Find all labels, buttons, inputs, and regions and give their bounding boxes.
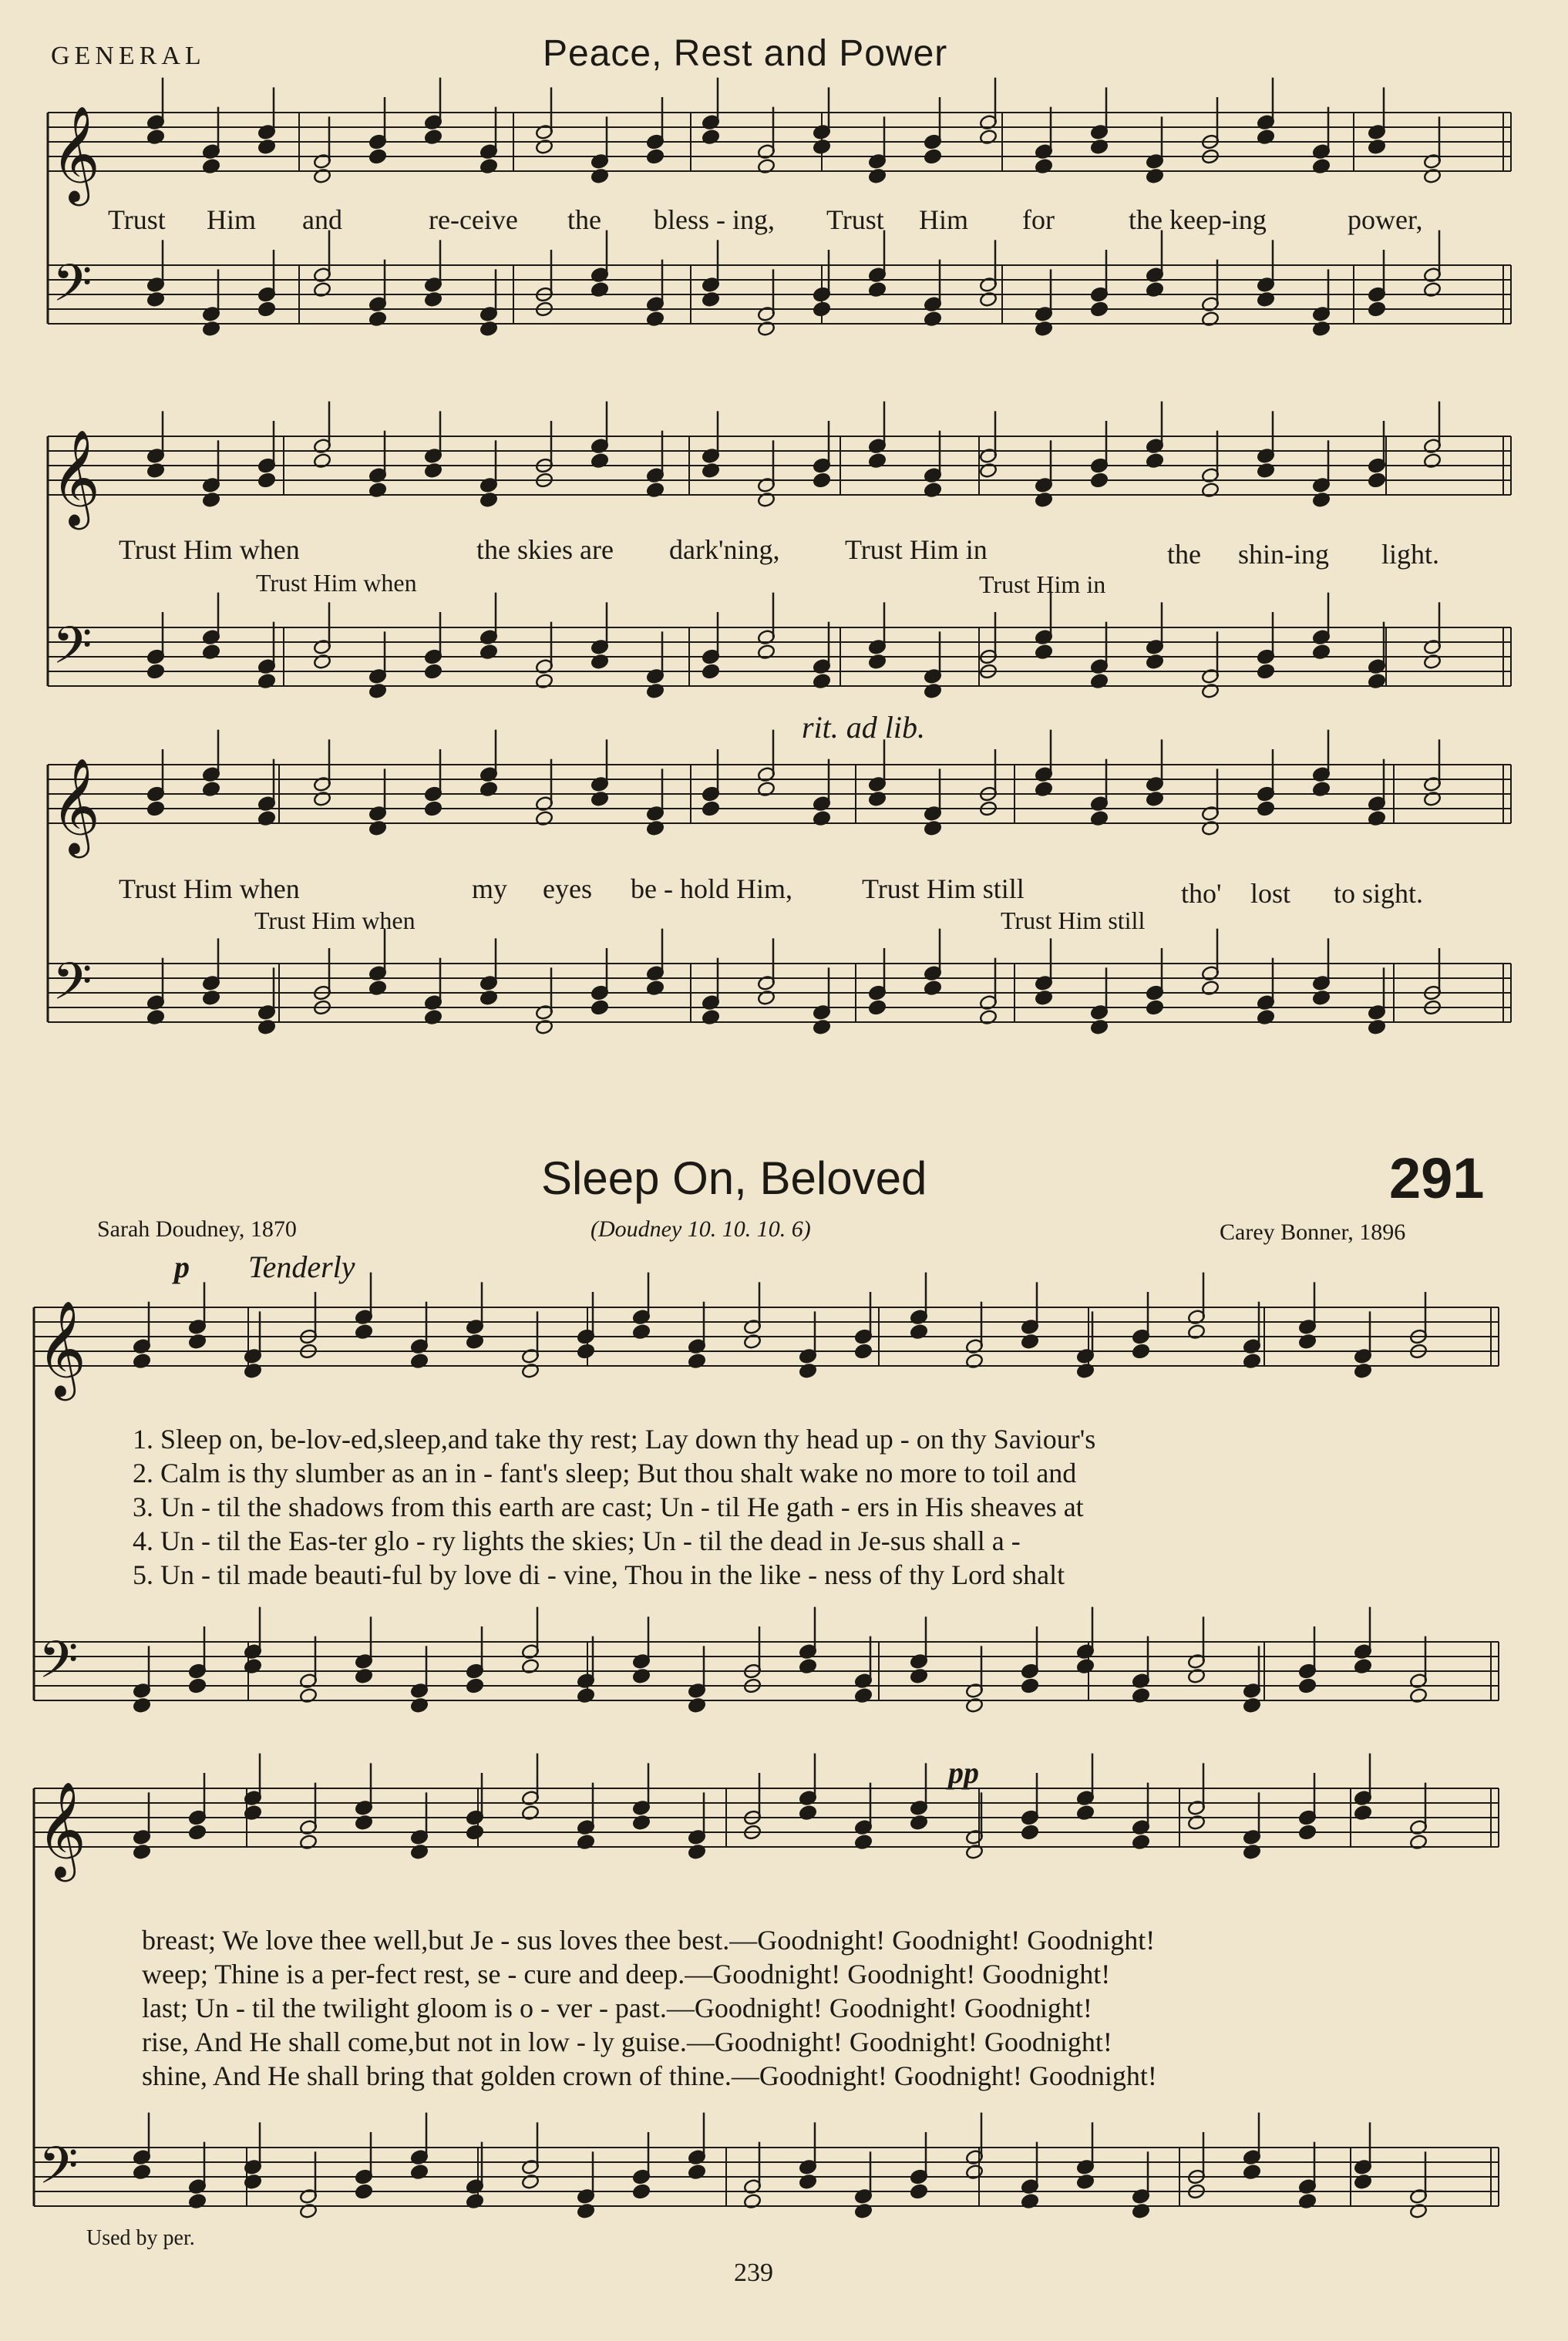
hymn-number: 291: [1389, 1146, 1485, 1210]
note-head: [1090, 301, 1109, 318]
lyric-word: Trust: [108, 204, 166, 235]
hymn-title-sleep-on-beloved: Sleep On, Beloved: [541, 1152, 927, 1204]
tempo-tenderly: Tenderly: [248, 1250, 355, 1284]
note-head: [257, 473, 276, 489]
note-head: [1257, 801, 1275, 817]
treble-clef-icon: 𝄞: [51, 106, 100, 202]
lyric-word: Trust Him when: [119, 534, 300, 565]
note-head: [591, 1000, 609, 1016]
echo-lyric: Trust Him when: [254, 906, 416, 934]
treble-clef-icon: 𝄞: [51, 429, 100, 526]
treble-clef-icon: 𝄞: [51, 758, 100, 854]
note-head: [924, 149, 942, 165]
note-head: [1021, 1825, 1039, 1841]
note-head: [702, 664, 720, 680]
lyric-word: eyes: [543, 873, 592, 904]
note-head: [1021, 1678, 1039, 1694]
lyric-word: Trust Him still: [862, 873, 1025, 904]
lyric-word: be - hold Him,: [631, 873, 792, 904]
tempo-mark-rit: rit. ad lib.: [802, 710, 926, 745]
hymn-meter: (Doudney 10. 10. 10. 6): [591, 1216, 811, 1242]
lyric-word: to sight.: [1334, 878, 1424, 909]
note-head: [146, 664, 165, 680]
note-head: [868, 1000, 887, 1016]
note-head: [577, 1344, 595, 1360]
lyric-word: light.: [1381, 539, 1440, 570]
lyric-word: re-ceive: [429, 204, 518, 235]
dynamic-pianissimo: pp: [948, 1755, 979, 1790]
permission-note: Used by per.: [86, 2226, 195, 2250]
note-head: [1298, 1825, 1317, 1841]
lyric-word: Him: [207, 204, 257, 235]
verse-line: 2. Calm is thy slumber as an in - fant's sleep; But thou shalt wake no more to toil and: [133, 1458, 1077, 1488]
verse-line: last; Un - til the twilight gloom is o - ver - past.—Goodnight! Goodnight! Goodnight!: [142, 1993, 1092, 2023]
lyric-word: Him: [919, 204, 969, 235]
hymn-author: Sarah Doudney, 1870: [97, 1216, 297, 1242]
note-head: [1368, 473, 1386, 489]
verse-line: 4. Un - til the Eas-ter glo - ry lights the skies; Un - til the dead in Je-sus shall a -: [133, 1525, 1021, 1556]
treble-clef-icon: 𝄞: [37, 1781, 86, 1878]
note-head: [910, 2184, 928, 2200]
bass-clef-icon: 𝄢: [52, 616, 93, 688]
note-head: [1090, 473, 1109, 489]
lyric-word: shin-ing: [1238, 539, 1330, 570]
note-head: [424, 801, 442, 817]
hymn-composer: Carey Bonner, 1896: [1220, 1219, 1406, 1245]
verse-line: rise, And He shall come,but not in low - ly guise.—Goodnight! Goodnight! Goodnight!: [142, 2027, 1112, 2057]
page-number: 239: [734, 2259, 773, 2287]
note-head: [813, 301, 831, 318]
lyric-word: Trust Him in: [845, 534, 988, 565]
note-head: [466, 1825, 484, 1841]
lyric-word: the keep-ing: [1129, 204, 1267, 235]
treble-clef-icon: 𝄞: [37, 1300, 86, 1397]
note-head: [368, 149, 387, 165]
lyric-word: bless - ing,: [654, 204, 775, 235]
verse-line: 5. Un - til made beauti-ful by love di - vine, Thou in the like - ness of thy Lord shalt: [133, 1559, 1065, 1590]
echo-lyric: Trust Him still: [1001, 906, 1146, 934]
note-head: [1368, 301, 1386, 318]
note-head: [146, 801, 165, 817]
lyric-word: power,: [1348, 204, 1423, 235]
lyric-word: dark'ning,: [669, 534, 780, 565]
bass-clef-icon: 𝄢: [39, 1630, 79, 1702]
bass-clef-icon: 𝄢: [39, 2136, 79, 2208]
note-head: [188, 1678, 207, 1694]
note-head: [854, 1344, 873, 1360]
bass-clef-icon: 𝄢: [52, 952, 93, 1024]
note-head: [1132, 1344, 1150, 1360]
note-head: [424, 664, 442, 680]
note-head: [1257, 664, 1275, 680]
note-head: [632, 2184, 651, 2200]
note-head: [702, 801, 720, 817]
lyric-word: Trust Him when: [119, 873, 300, 904]
dynamic-piano: p: [174, 1250, 190, 1284]
verse-line: 3. Un - til the shadows from this earth are cast; Un - til He gath - ers in His sheaves at: [133, 1492, 1084, 1522]
verse-line: breast; We love thee well,but Je - sus loves thee best.—Goodnight! Goodnight! Goodnight!: [142, 1925, 1156, 1956]
note-head: [257, 301, 276, 318]
lyric-word: lost: [1250, 878, 1291, 909]
note-head: [355, 2184, 373, 2200]
lyric-word: my: [472, 873, 508, 904]
verse-line: weep; Thine is a per-fect rest, se - cure and deep.—Goodnight! Goodnight! Goodnight!: [142, 1959, 1111, 1990]
lyric-word: the skies are: [476, 534, 614, 565]
verse-line: 1. Sleep on, be-lov-ed,sleep,and take thy rest; Lay down thy head up - on thy Saviour's: [133, 1424, 1096, 1455]
bass-clef-icon: 𝄢: [52, 254, 93, 325]
lyric-word: tho': [1181, 878, 1222, 909]
echo-lyric: Trust Him when: [256, 569, 417, 597]
note-head: [1298, 1678, 1317, 1694]
lyric-word: and: [302, 204, 342, 235]
note-head: [813, 473, 831, 489]
section-label: GENERAL: [51, 42, 206, 70]
note-head: [188, 1825, 207, 1841]
note-head: [1146, 1000, 1164, 1016]
lyric-word: the: [1167, 539, 1201, 570]
lyric-word: for: [1022, 204, 1055, 235]
verse-line: shine, And He shall bring that golden crown of thine.—Goodnight! Goodnight! Goodnight!: [142, 2060, 1157, 2091]
echo-lyric: Trust Him in: [979, 570, 1106, 598]
note-head: [646, 149, 665, 165]
hymn-title-peace-rest-power: Peace, Rest and Power: [543, 33, 948, 74]
lyric-word: the: [567, 204, 601, 235]
note-head: [466, 1678, 484, 1694]
lyric-word: Trust: [826, 204, 884, 235]
